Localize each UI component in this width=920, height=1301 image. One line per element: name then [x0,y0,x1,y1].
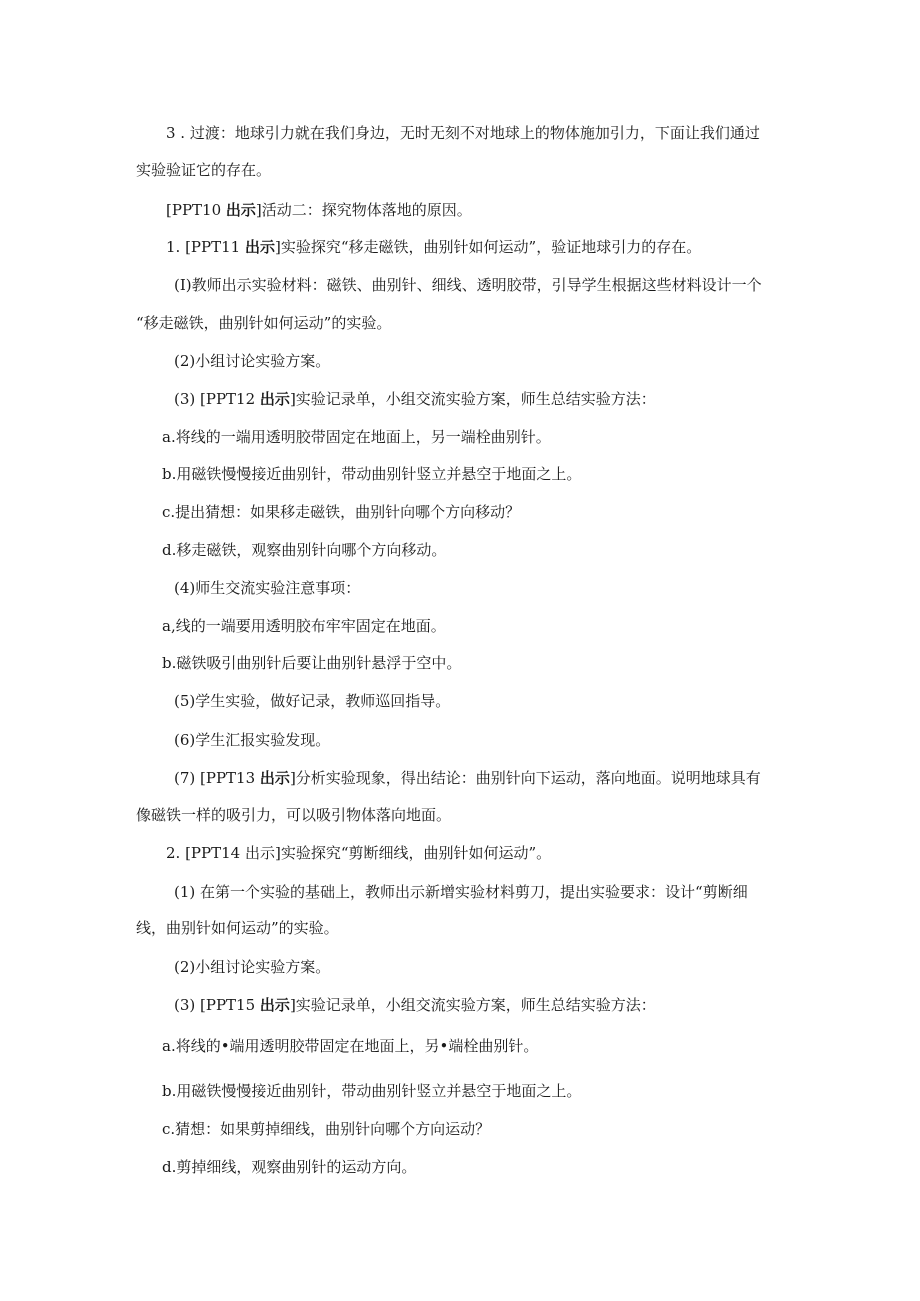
exp2-method-d: d.剪掉细线，观察曲别针的运动方向。 [162,1158,417,1176]
ppt-show-label: 出示 [259,769,290,787]
ppt-show-label: 出示 [259,996,290,1014]
step-1-cont: “移走磁铁，曲别针如何运动”的实验。 [136,314,392,332]
step-5: (5)学生实验，做好记录，教师巡回指导。 [174,692,451,710]
exp2-step-3 [174,995,656,1015]
note-a: a,线的一端要用透明胶布牢牢固定在地面。 [162,617,446,635]
step-7 [174,768,761,788]
step-4: (4)师生交流实验注意事项： [174,579,361,597]
step-text: ]分析实验现象，得出结论：曲别针向下运动，落向地面。说明地球具有 [289,769,761,787]
note-b: b.磁铁吸引曲别针后要让曲别针悬浮于空中。 [162,654,462,672]
step-2: (2)小组讨论实验方案。 [174,352,331,370]
paragraph-transition-cont: 实验验证它的存在。 [136,161,272,179]
ppt-ref: [PPT10 [166,201,226,219]
step-3 [174,389,656,409]
exp2-step-2: (2)小组讨论实验方案。 [174,958,331,976]
exp2-step-1-cont: 线，曲别针如何运动”的实验。 [136,919,339,937]
step-text: ]实验记录单，小组交流实验方案，师生总结实验方法： [289,390,656,408]
step-1: (I)教师出示实验材料：磁铁、曲别针、细线、透明胶带，引导学生根据这些材料设计一个 [174,276,762,294]
exp2-method-c: c.猜想：如果剪掉细线，曲别针向哪个方向运动？ [162,1120,491,1138]
method-b: b.用磁铁慢慢接近曲别针，带动曲别针竖立并悬空于地面之上。 [162,465,582,483]
activity-title: ]活动二：探究物体落地的原因。 [255,201,472,219]
activity-two-heading [166,200,472,220]
method-c: c.提出猜想：如果移走磁铁，曲别针向哪个方向移动？ [162,503,521,521]
ppt-ref: 1. [PPT11 [166,238,245,256]
step-7-cont: 像磁铁一样的吸引力，可以吸引物体落向地面。 [136,806,452,824]
experiment-title: ]实验探究“移走磁铁，曲别针如何运动”，验证地球引力的存在。 [275,238,702,256]
method-a: a.将线的一端用透明胶带固定在地面上，另一端栓曲别针。 [162,428,551,446]
experiment-one-heading [166,237,701,257]
ppt-ref: (7) [PPT13 [174,769,260,787]
ppt-show-label: 出示 [225,201,256,219]
step-6: (6)学生汇报实验发现。 [174,731,331,749]
ppt-show-label: 出示 [259,390,290,408]
ppt-show-label: 出示 [244,238,275,256]
exp2-method-a: a.将线的•端用透明胶带固定在地面上，另•端栓曲别针。 [162,1037,539,1055]
experiment-two-heading: 2. [PPT14 出示]实验探究“剪断细线，曲别针如何运动”。 [166,844,552,862]
exp2-step-1: (1) 在第一个实验的基础上，教师出示新增实验材料剪刀，提出实验要求：设计“剪断细 [174,883,748,901]
paragraph-transition: 3 . 过渡：地球引力就在我们身边，无时无刻不对地球上的物体施加引力，下面让我们通过 [166,124,760,142]
ppt-ref: (3) [PPT12 [174,390,260,408]
step-text: ]实验记录单，小组交流实验方案，师生总结实验方法： [289,996,656,1014]
ppt-ref: (3) [PPT15 [174,996,260,1014]
method-d: d.移走磁铁，观察曲别针向哪个方向移动。 [162,541,447,559]
exp2-method-b: b.用磁铁慢慢接近曲别针，带动曲别针竖立并悬空于地面之上。 [162,1082,582,1100]
